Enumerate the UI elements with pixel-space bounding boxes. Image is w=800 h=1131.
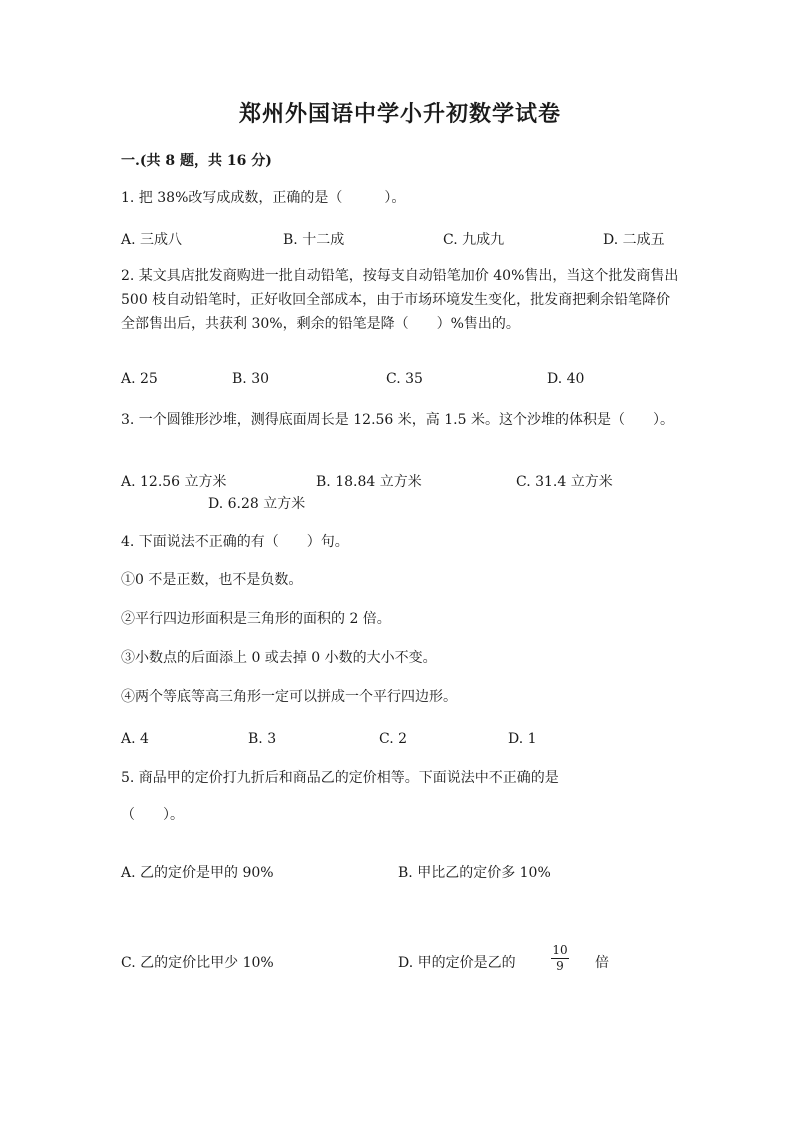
section-heading: 一.(共 8 题，共 16 分) [121, 153, 272, 169]
question-4-option-a: A. 4 [121, 731, 149, 747]
question-2-option-b: B. 30 [232, 371, 270, 387]
question-3-option-b: B. 18.84 立方米 [316, 474, 422, 490]
question-1-option-a: A. 三成八 [121, 232, 183, 248]
question-5-stem: 5. 商品甲的定价打九折后和商品乙的定价相等。下面说法中不正确的是 [121, 770, 559, 786]
question-4-statement-3: ③小数点的后面添上 0 或去掉 0 小数的大小不变。 [121, 650, 437, 666]
question-2-stem: 2. 某文具店批发商购进一批自动铅笔，按每支自动铅笔加价 40%售出，当这个批发商售出 500 枝自动铅笔时，正好收回全部成本，由于市场环境发生变化，批发商把剩余铅笔降价全部售出后，共获利 30%，剩余的铅笔是降（ ）%售出的。 [121, 268, 679, 332]
question-5-fraction [551, 944, 569, 973]
question-1-option-b: B. 十二成 [283, 232, 345, 248]
fraction-numerator: 10 [552, 943, 568, 957]
question-4-statement-2: ②平行四边形面积是三角形的面积的 2 倍。 [121, 611, 391, 627]
question-3-option-a: A. 12.56 立方米 [121, 474, 227, 490]
question-5-option-a: A. 乙的定价是甲的 90% [121, 865, 274, 881]
page-title: 郑州外国语中学小升初数学试卷 [238, 101, 561, 127]
fraction-denominator: 9 [556, 959, 564, 973]
question-4-option-b: B. 3 [248, 731, 277, 747]
question-2-option-c: C. 35 [386, 371, 423, 387]
question-3-option-c: C. 31.4 立方米 [516, 474, 613, 490]
question-4-option-d: D. 1 [508, 731, 537, 747]
question-1-stem: 1. 把 38%改写成成数，正确的是（ ）。 [121, 190, 406, 206]
question-2-option-d: D. 40 [547, 371, 585, 387]
question-2-option-a: A. 25 [121, 371, 158, 387]
question-5-suffix: 倍 [595, 955, 609, 971]
question-4-statement-1: ①0 不是正数，也不是负数。 [121, 572, 303, 588]
question-5-option-c: C. 乙的定价比甲少 10% [121, 955, 274, 971]
question-3-stem: 3. 一个圆锥形沙堆，测得底面周长是 12.56 米，高 1.5 米。这个沙堆的体积是（ ）。 [121, 412, 674, 428]
question-1-option-d: D. 二成五 [603, 232, 665, 248]
question-5-stem-continued: （ ）。 [121, 807, 184, 823]
question-4-stem: 4. 下面说法不正确的有（ ）句。 [121, 534, 349, 550]
question-5-option-d: D. 甲的定价是乙的 [398, 955, 516, 971]
question-5-option-b: B. 甲比乙的定价多 10% [398, 865, 551, 881]
question-4-option-c: C. 2 [379, 731, 408, 747]
question-4-statement-4: ④两个等底等高三角形一定可以拼成一个平行四边形。 [121, 689, 457, 705]
question-1-option-c: C. 九成九 [443, 232, 505, 248]
question-3-option-d: D. 6.28 立方米 [208, 496, 306, 512]
